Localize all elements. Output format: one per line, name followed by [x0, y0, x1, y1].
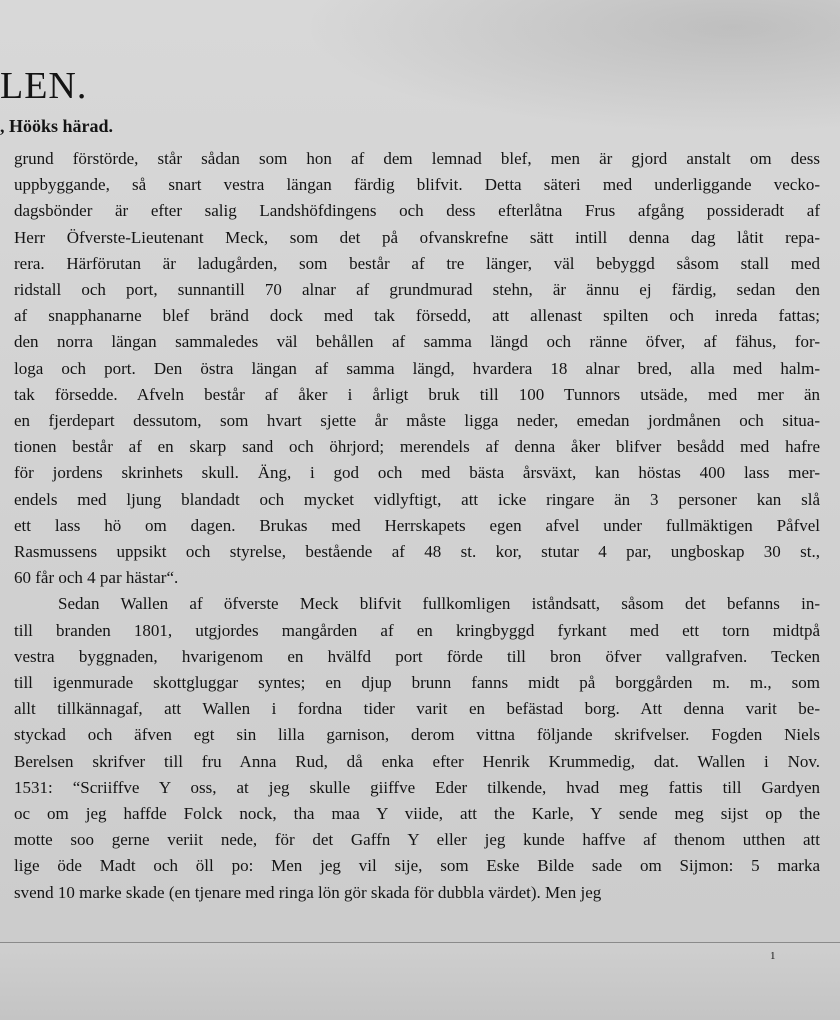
text-line: lige öde Madt och öll po: Men jeg vil sije, som Eske Bilde sade om Sijmon: 5 marka	[14, 856, 820, 876]
text-line: tak försedde. Afveln består af åker i årligt bruk till 100 Tunnors utsäde, med mer än	[14, 384, 820, 404]
text-line: svend 10 marke skade (en tjenare med ringa lön gör skada för dubbla värdet). Men jeg	[14, 882, 602, 902]
text-line: allt tillkännagaf, att Wallen i fordna tider varit en befästad borg. Att denna varit be-	[14, 699, 820, 719]
text-line: Rasmussens uppsikt och styrelse, bestående af 48 st. kor, stutar 4 par, ungboskap 30 st.,	[14, 542, 820, 562]
text-line: ett lass hö om dagen. Brukas med Herrskapets egen afvel under fullmäktigen Påfvel	[14, 515, 820, 535]
text-line: 1531: “Scriiffve Y oss, at jeg skulle giiffve Eder tilkende, hvad meg fattis till Gardyen	[14, 777, 820, 797]
text-line: för jordens skrinhets skull. Äng, i god och med bästa årsväxt, kan höstas 400 lass mer-	[14, 463, 820, 483]
text-line: ridstall och port, sunnantill 70 alnar af grundmurad stehn, är ännu ej färdig, sedan den	[14, 280, 820, 300]
text-line: rera. Härförutan är ladugården, som består af tre länger, väl bebyggd såsom stall med	[14, 253, 820, 273]
text-line: vestra byggnaden, hvarigenom en hvälfd port förde till bron öfver vallgrafven. Tecken	[14, 646, 820, 666]
text-line: endels med ljung blandadt och mycket vidlyftigt, att icke ringare än 3 personer kan slå	[14, 489, 820, 509]
text-line: dagsbönder är efter salig Landshöfdingens och dess efterlåtna Frus afgång possideradt af	[14, 201, 820, 221]
lower-margin	[0, 943, 840, 1020]
text-line: Herr Öfverste-Lieutenant Meck, som det på ofvanskrefne sätt intill denna dag låtit repa-	[14, 227, 820, 247]
body-text	[14, 146, 820, 906]
text-line: af snapphanarne blef bränd dock med tak försedd, att allenast spilten och inreda fattas;	[14, 306, 820, 326]
text-line: Sedan Wallen af öfverste Meck blifvit fullkomligen iståndsatt, såsom det befanns in-	[58, 594, 820, 614]
text-line: till branden 1801, utgjordes mangården af en kringbyggd fyrkant med ett torn midtpå	[14, 620, 820, 640]
section-subheading: , Hööks härad.	[0, 116, 114, 136]
text-line: till igenmurade skottgluggar syntes; en djup brunn fanns midt på borggården m. m., som	[14, 673, 820, 693]
bleed-through-shadow	[300, 0, 840, 135]
text-line: styckad och äfven egt sin lilla garnison, derom vittna följande skrifvelser. Fogden Niels	[14, 725, 820, 745]
text-line: den norra längan sammaledes väl behållen af samma längd och ränne öfver, af fähus, for-	[14, 332, 820, 352]
text-line: Berelsen skrifver till fru Anna Rud, då enka efter Henrik Krummedig, dat. Wallen i Nov.	[14, 751, 820, 771]
page-bottom-rule	[0, 942, 840, 943]
text-line: uppbyggande, så snart vestra längan färdig blifvit. Detta säteri med underliggande vecko-	[14, 175, 820, 195]
text-line: loga och port. Den östra längan af samma längd, hvardera 18 alnar bred, alla med halm-	[14, 358, 820, 378]
text-line: 60 får och 4 par hästar“.	[14, 568, 179, 588]
section-heading: LEN.	[0, 65, 88, 107]
text-line: oc om jeg haffde Folck nock, tha maa Y viide, att the Karle, Y sende meg sijst op the	[14, 804, 820, 824]
page-mark: 1	[770, 950, 776, 962]
text-line: tionen består af en skarp sand och öhrjord; merendels af denna åker blifver besådd med hafre	[14, 437, 820, 457]
text-line: grund förstörde, står sådan som hon af dem lemnad blef, men är gjord anstalt om dess	[14, 149, 820, 168]
text-line: en fjerdepart dessutom, som hvart sjette år måste ligga neder, emedan jordmånen och situa-	[14, 411, 820, 431]
text-line: motte soo gerne veriit nede, för det Gaffn Y eller jeg kunde haffve af thenom utthen att	[14, 830, 820, 850]
